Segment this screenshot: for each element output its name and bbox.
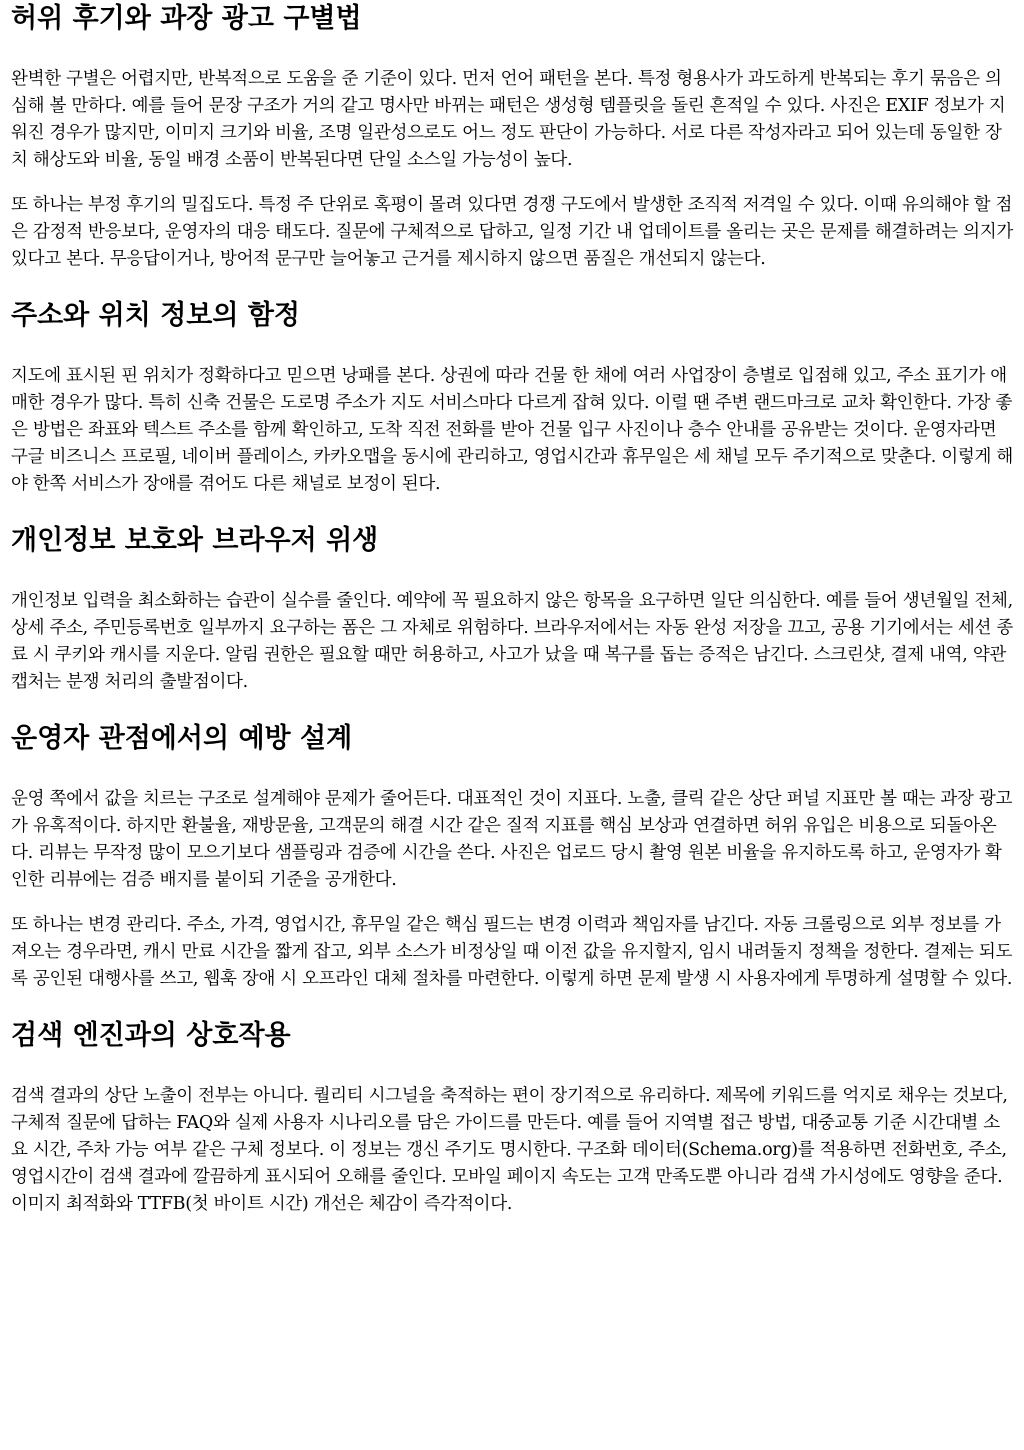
paragraph: 완벽한 구별은 어렵지만, 반복적으로 도움을 준 기준이 있다. 먼저 언어 패턴을 본다. 특정 형용사가 과도하게 반복되는 후기 묶음은 의심해 볼 만하다. 예를 들어 문장 구조가 거의 같고 명사만 바뀌는 패턴은 생성형 템플릿을 돌린 흔적일 수 있다. 사진은 EXIF 정보가 지워진 경우가 많지만, 이미지 크기와 비율, 조명 일관성으로도 어느 정도 판단이 가능하다. 서로 다른 작성자라고 되어 있는데 동일한 장치 해상도와 비율, 동일 배경 소품이 반복된다면 단일 소스일 가능성이 높다. [11, 69, 1006, 170]
section-privacy [11, 524, 1014, 696]
section-heading: 주소와 위치 정보의 함정 [11, 300, 301, 331]
paragraph: 검색 결과의 상단 노출이 전부는 아니다. 퀄리티 시그널을 축적하는 편이 장기적으로 유리하다. 제목에 키워드를 억지로 채우는 것보다, 구체적 질문에 답하는 FAQ와 실제 사용자 시나리오를 담은 가이드를 만든다. 예를 들어 지역별 접근 방법, 대중교통 기준 시간대별 소요 시간, 주차 가능 여부 같은 구체 정보다. 이 정보는 갱신 주기도 명시한다. 구조화 데이터(Schema.org)를 적용하면 전화번호, 주소, 영업시간이 검색 결과에 깔끔하게 표시되어 오해를 줄인다. 모바일 페이지 속도는 고객 만족도뿐 아니라 검색 가시성에도 영향을 준다. 이미지 최적화와 TTFB(첫 바이트 시간) 개선은 체감이 즉각적이다. [11, 1086, 1008, 1214]
paragraph: 개인정보 입력을 최소화하는 습관이 실수를 줄인다. 예약에 꼭 필요하지 않은 항목을 요구하면 일단 의심한다. 예를 들어 생년월일 전체, 상세 주소, 주민등록번호 일부까지 요구하는 폼은 그 자체로 위험하다. 브라우저에서는 자동 완성 저장을 끄고, 공용 기기에서는 세션 종료 시 쿠키와 캐시를 지운다. 알림 권한은 필요할 때만 허용하고, 사고가 났을 때 복구를 돕는 증적은 남긴다. 스크린샷, 결제 내역, 약관 캡처는 분쟁 처리의 출발점이다. [11, 591, 1013, 692]
article [0, 2, 1024, 1218]
section-heading: 허위 후기와 과장 광고 구별법 [11, 3, 362, 34]
section-heading: 검색 엔진과의 상호작용 [11, 1020, 291, 1051]
section-heading: 운영자 관점에서의 예방 설계 [11, 723, 353, 754]
section-fake-reviews [11, 2, 1014, 273]
section-operator-prevention [11, 722, 1014, 993]
paragraph: 지도에 표시된 핀 위치가 정확하다고 믿으면 낭패를 본다. 상권에 따라 건물 한 채에 여러 사업장이 층별로 입점해 있고, 주소 표기가 애매한 경우가 많다. 특히 신축 건물은 도로명 주소가 지도 서비스마다 다르게 잡혀 있다. 이럴 땐 주변 랜드마크로 교차 확인한다. 가장 좋은 방법은 좌표와 텍스트 주소를 함께 확인하고, 도착 직전 전화를 받아 건물 입구 사진이나 층수 안내를 공유받는 것이다. 운영자라면 구글 비즈니스 프로필, 네이버 플레이스, 카카오맵을 동시에 관리하고, 영업시간과 휴무일은 세 채널 모두 주기적으로 맞춘다. 이렇게 해야 한쪽 서비스가 장애를 겪어도 다른 채널로 보정이 된다. [11, 366, 1013, 494]
section-address-pitfalls [11, 299, 1014, 498]
paragraph: 운영 쪽에서 값을 치르는 구조로 설계해야 문제가 줄어든다. 대표적인 것이 지표다. 노출, 클릭 같은 상단 퍼널 지표만 볼 때는 과장 광고가 유혹적이다. 하지만 환불율, 재방문율, 고객문의 해결 시간 같은 질적 지표를 핵심 보상과 연결하면 허위 유입은 비용으로 되돌아온다. 리뷰는 무작정 많이 모으기보다 샘플링과 검증에 시간을 쓴다. 사진은 업로드 당시 촬영 원본 비율을 유지하도록 하고, 운영자가 확인한 리뷰에는 검증 배지를 붙이되 기준을 공개한다. [11, 789, 1013, 890]
paragraph: 또 하나는 변경 관리다. 주소, 가격, 영업시간, 휴무일 같은 핵심 필드는 변경 이력과 책임자를 남긴다. 자동 크롤링으로 외부 정보를 가져오는 경우라면, 캐시 만료 시간을 짧게 잡고, 외부 소스가 비정상일 때 이전 값을 유지할지, 임시 내려둘지 정책을 정한다. 결제는 되도록 공인된 대행사를 쓰고, 웹훅 장애 시 오프라인 대체 절차를 마련한다. 이렇게 하면 문제 발생 시 사용자에게 투명하게 설명할 수 있다. [11, 915, 1013, 989]
section-heading: 개인정보 보호와 브라우저 위생 [11, 525, 379, 556]
paragraph: 또 하나는 부정 후기의 밀집도다. 특정 주 단위로 혹평이 몰려 있다면 경쟁 구도에서 발생한 조직적 저격일 수 있다. 이때 유의해야 할 점은 감정적 반응보다, 운영자의 대응 태도다. 질문에 구체적으로 답하고, 일정 기간 내 업데이트를 올리는 곳은 문제를 해결하려는 의지가 있다고 본다. 무응답이거나, 방어적 문구만 늘어놓고 근거를 제시하지 않으면 품질은 개선되지 않는다. [11, 195, 1013, 269]
section-search-engine [11, 1019, 1014, 1218]
